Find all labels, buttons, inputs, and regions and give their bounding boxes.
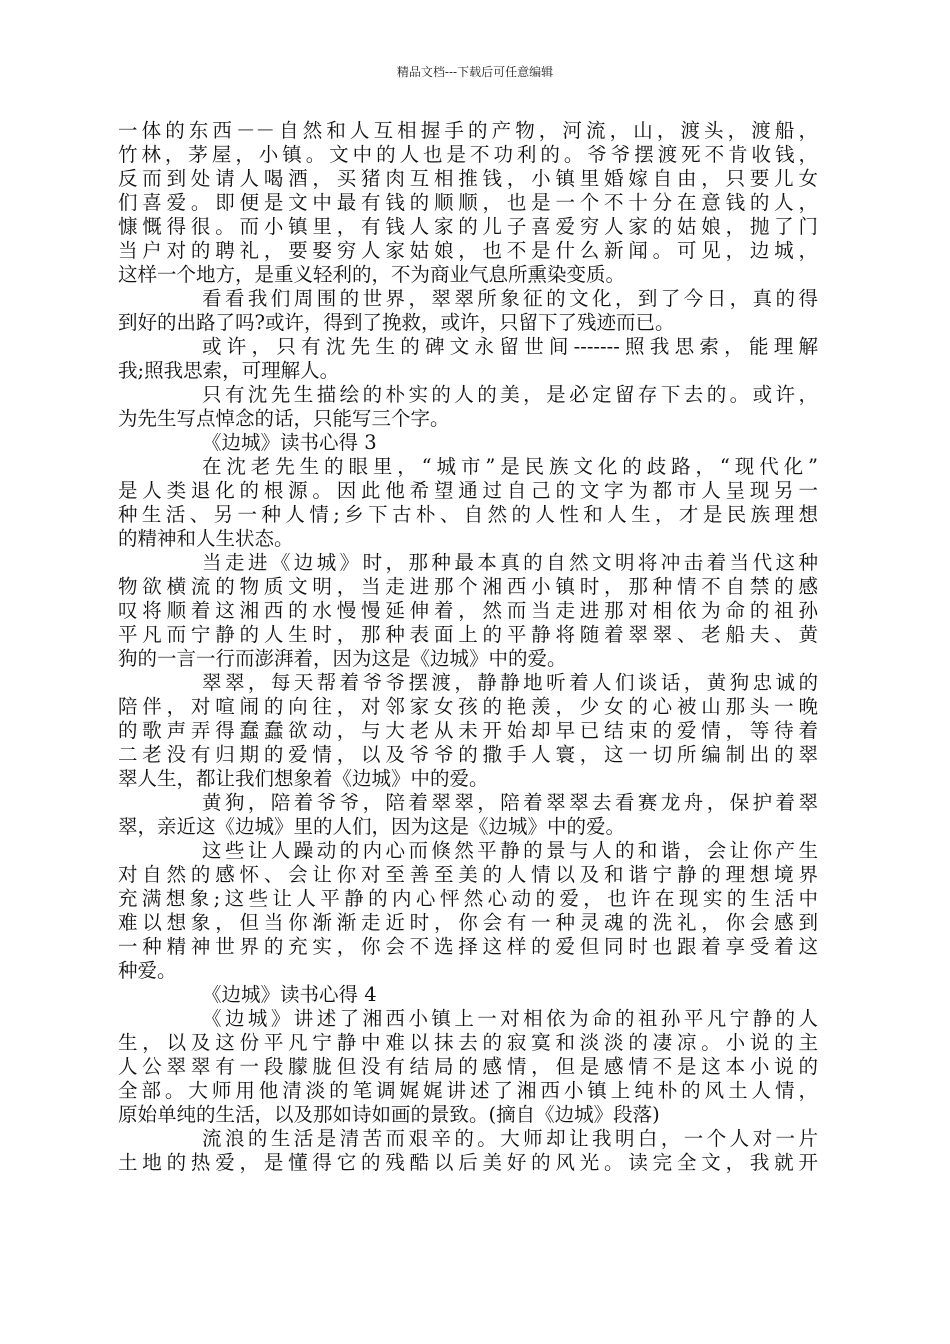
text-line: 一种精神世界的充实，你会不选择这样的爱但同时也跟着享受着这 bbox=[118, 935, 818, 958]
text-line: 们喜爱。即便是文中最有钱的顺顺，也是一个不十分在意钱的人， bbox=[118, 191, 818, 214]
text-line: 当走进《边城》时，那种最本真的自然文明将冲击着当代这种 bbox=[202, 551, 818, 574]
text-line: 一体的东西－－自然和人互相握手的产物，河流，山，渡头，渡船， bbox=[118, 119, 818, 142]
text-line: 慷慨得很。而小镇里，有钱人家的儿子喜爱穷人家的姑娘，抛了门 bbox=[118, 215, 818, 238]
text-line: 土地的热爱，是懂得它的残酷以后美好的风光。读完全文，我就开 bbox=[118, 1151, 818, 1174]
text-line: 看看我们周围的世界，翠翠所象征的文化，到了今日，真的得 bbox=[202, 287, 818, 310]
text-line: 难以想象，但当你渐渐走近时，你会有一种灵魂的洗礼，你会感到 bbox=[118, 911, 818, 934]
text-line: 为先生写点悼念的话，只能写三个字。 bbox=[118, 407, 450, 430]
text-line: 翠人生，都让我们想象着《边城》中的爱。 bbox=[118, 767, 489, 790]
text-line: 陪伴，对喧闹的向往，对邻家女孩的艳羡，少女的心被山那头一晚 bbox=[118, 695, 818, 718]
text-line: 当户对的聘礼，要娶穷人家姑娘，也不是什么新闻。可见，边城， bbox=[118, 239, 818, 262]
text-line: 是人类退化的根源。因此他希望通过自己的文字为都市人呈现另一 bbox=[118, 479, 818, 502]
text-line: 到好的出路了吗?或许，得到了挽救，或许，只留下了残迹而已。 bbox=[118, 311, 675, 334]
text-line: 《边城》读书心得 3 bbox=[202, 431, 377, 454]
text-line: 二老没有归期的爱情，以及爷爷的撒手人寰，这一切所编制出的翠 bbox=[118, 743, 818, 766]
text-line: 翠翠，每天帮着爷爷摆渡，静静地听着人们谈话，黄狗忠诚的 bbox=[202, 671, 818, 694]
text-line: 的精神和人生状态。 bbox=[118, 527, 294, 550]
text-line: 这些让人躁动的内心而倏然平静的景与人的和谐，会让你产生 bbox=[202, 839, 818, 862]
text-line: 生，以及这份平凡宁静中难以抹去的寂寞和淡淡的凄凉。小说的主 bbox=[118, 1031, 818, 1054]
text-line: 充满想象;这些让人平静的内心怦然心动的爱，也许在现实的生活中 bbox=[118, 887, 818, 910]
text-line: 或许，只有沈先生的碑文永留世间-------照我思索，能理解 bbox=[202, 335, 818, 358]
text-line: 黄狗，陪着爷爷，陪着翠翠，陪着翠翠去看赛龙舟，保护着翠 bbox=[202, 791, 818, 814]
document-body bbox=[118, 119, 818, 1175]
text-line: 叹将顺着这湘西的水慢慢延伸着，然而当走进那对相依为命的祖孙 bbox=[118, 599, 818, 622]
text-line: 人公翠翠有一段朦胧但没有结局的感情，但是感情不是这本小说的 bbox=[118, 1055, 818, 1078]
text-line: 《边城》讲述了湘西小镇上一对相依为命的祖孙平凡宁静的人 bbox=[202, 1007, 818, 1030]
text-line: 平凡而宁静的人生时，那种表面上的平静将随着翠翠、老船夫、黄 bbox=[118, 623, 818, 646]
text-line: 竹林，茅屋，小镇。文中的人也是不功利的。爷爷摆渡死不肯收钱， bbox=[118, 143, 818, 166]
text-line: 这样一个地方，是重义轻利的，不为商业气息所熏染变质。 bbox=[118, 263, 626, 286]
text-line: 流浪的生活是清苦而艰辛的。大师却让我明白，一个人对一片 bbox=[202, 1127, 818, 1150]
text-line: 狗的一言一行而澎湃着，因为这是《边城》中的爱。 bbox=[118, 647, 567, 670]
text-line: 原始单纯的生活，以及那如诗如画的景致。(摘自《边城》段落) bbox=[118, 1103, 660, 1126]
page-header: 精品文档---下载后可任意编辑 bbox=[396, 65, 554, 79]
text-line: 《边城》读书心得 4 bbox=[202, 983, 377, 1006]
text-line: 在沈老先生的眼里，“城市”是民族文化的歧路，“现代化” bbox=[202, 455, 818, 478]
text-line: 只有沈先生描绘的朴实的人的美，是必定留存下去的。或许， bbox=[202, 383, 818, 406]
text-line: 种生活、另一种人情;乡下古朴、自然的人性和人生，才是民族理想 bbox=[118, 503, 818, 526]
text-line: 种爱。 bbox=[118, 959, 177, 982]
text-line: 全部。大师用他清淡的笔调娓娓讲述了湘西小镇上纯朴的风土人情， bbox=[118, 1079, 818, 1102]
text-line: 对自然的感怀、会让你对至善至美的人情以及和谐宁静的理想境界 bbox=[118, 863, 818, 886]
text-line: 的歌声弄得蠢蠢欲动，与大老从未开始却早已结束的爱情，等待着 bbox=[118, 719, 818, 742]
text-line: 反而到处请人喝酒，买猪肉互相推钱，小镇里婚嫁自由，只要儿女 bbox=[118, 167, 818, 190]
text-line: 我;照我思索，可理解人。 bbox=[118, 359, 340, 382]
text-line: 物欲横流的物质文明，当走进那个湘西小镇时，那种情不自禁的感 bbox=[118, 575, 818, 598]
text-line: 翠，亲近这《边城》里的人们，因为这是《边城》中的爱。 bbox=[118, 815, 626, 838]
